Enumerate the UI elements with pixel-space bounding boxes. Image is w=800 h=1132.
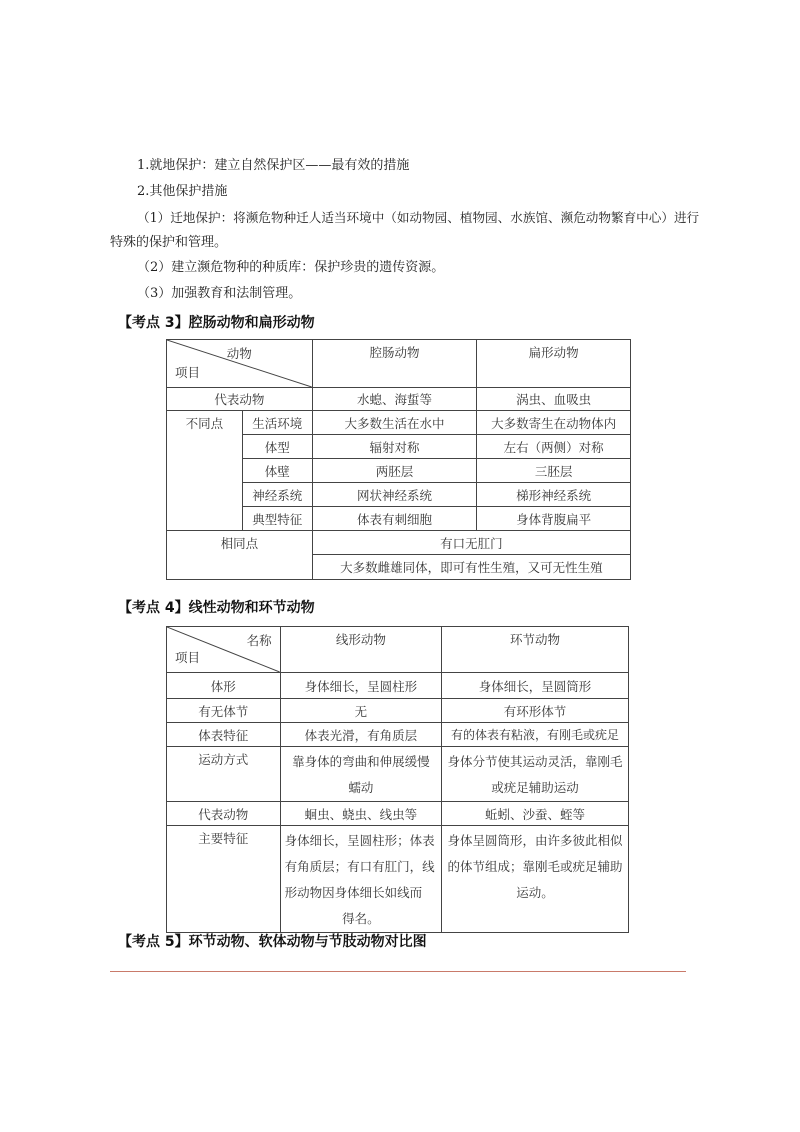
row-label: 体型 bbox=[242, 435, 312, 459]
diagonal-bottom-label: 项目 bbox=[175, 365, 201, 380]
table-row bbox=[167, 673, 629, 699]
table-cell: 体表有刺细胞 bbox=[312, 507, 477, 531]
row-label: 相同点 bbox=[167, 531, 313, 580]
paragraph-germplasm: （2）建立濒危物种的种质库：保护珍贵的遗传资源。 bbox=[137, 260, 445, 275]
table-cell bbox=[442, 826, 629, 933]
row-label: 体表特征 bbox=[167, 723, 281, 747]
paragraph-in-situ: 1.就地保护：建立自然保护区——最有效的措施 bbox=[137, 158, 410, 173]
row-group-label: 不同点 bbox=[167, 411, 243, 531]
table-coelenterate-flatworm bbox=[166, 339, 631, 580]
row-label: 运动方式 bbox=[167, 747, 281, 802]
table-cell: 大多数寄生在动物体内 bbox=[477, 411, 631, 435]
table-cell: 三胚层 bbox=[477, 459, 631, 483]
table-cell: 有的体表有粘液，有刚毛或疣足 bbox=[442, 723, 629, 747]
table-cell: 有环形体节 bbox=[442, 699, 629, 723]
heading-kaodian-3: 【考点 3】腔肠动物和扁形动物 bbox=[118, 315, 315, 331]
table-cell: 无 bbox=[280, 699, 441, 723]
table-cell: 身体背腹扁平 bbox=[477, 507, 631, 531]
cell-line: 得名。 bbox=[342, 911, 380, 926]
row-label: 有无体节 bbox=[167, 699, 281, 723]
column-header: 扁形动物 bbox=[477, 340, 631, 388]
row-label: 代表动物 bbox=[167, 802, 281, 826]
cell-line: 身体分节使其运动灵活，靠刚毛 bbox=[447, 754, 623, 769]
row-label: 代表动物 bbox=[167, 388, 313, 411]
cell-line: 或疣足辅助运动 bbox=[491, 780, 579, 795]
table-cell: 涡虫、血吸虫 bbox=[477, 388, 631, 411]
table-cell bbox=[442, 747, 629, 802]
diagonal-top-label: 动物 bbox=[226, 346, 252, 361]
paragraph-other-measures: 2.其他保护措施 bbox=[137, 184, 228, 199]
footer-divider bbox=[110, 971, 686, 972]
table-cell: 左右（两侧）对称 bbox=[477, 435, 631, 459]
table-cell: 网状神经系统 bbox=[312, 483, 477, 507]
diagonal-bottom-label: 项目 bbox=[175, 650, 201, 665]
paragraph-ex-situ: （1）迁地保护：将濒危物种迁人适当环境中（如动物园、植物园、水族馆、濒危动物繁育中心）进行 bbox=[137, 210, 700, 225]
table-row bbox=[167, 747, 629, 802]
cell-line: 蠕动 bbox=[348, 780, 374, 795]
cell-line: 形动物因身体细长如线而 bbox=[284, 885, 423, 900]
cell-line: 身体细长，呈圆柱形；体表 bbox=[284, 833, 435, 848]
table-cell: 两胚层 bbox=[312, 459, 477, 483]
cell-line: 靠身体的弯曲和伸展缓慢 bbox=[292, 754, 430, 769]
column-header: 腔肠动物 bbox=[312, 340, 477, 388]
table-row bbox=[167, 723, 629, 747]
diagonal-header-cell bbox=[167, 627, 281, 673]
table-row bbox=[167, 802, 629, 826]
table-row bbox=[167, 411, 631, 435]
cell-line: 有角质层；有口有肛门，线 bbox=[284, 859, 435, 874]
table-cell: 身体细长，呈圆柱形 bbox=[280, 673, 441, 699]
row-label: 神经系统 bbox=[242, 483, 312, 507]
paragraph-ex-situ-cont: 特殊的保护和管理。 bbox=[110, 235, 228, 250]
heading-kaodian-4: 【考点 4】线性动物和环节动物 bbox=[118, 600, 315, 616]
table-cell: 大多数生活在水中 bbox=[312, 411, 477, 435]
row-label: 典型特征 bbox=[242, 507, 312, 531]
table-cell bbox=[280, 826, 441, 933]
table-row bbox=[167, 699, 629, 723]
cell-line: 运动。 bbox=[516, 885, 554, 900]
table-cell: 蚯蚓、沙蚕、蛭等 bbox=[442, 802, 629, 826]
cell-line: 身体呈圆筒形，由许多彼此相似 bbox=[447, 833, 623, 848]
table-cell: 梯形神经系统 bbox=[477, 483, 631, 507]
diagonal-header-cell bbox=[167, 340, 313, 388]
column-header: 环节动物 bbox=[442, 627, 629, 673]
column-header: 线形动物 bbox=[280, 627, 441, 673]
table-row bbox=[167, 627, 629, 673]
table-roundworm-annelid bbox=[166, 626, 629, 933]
paragraph-education: （3）加强教育和法制管理。 bbox=[137, 286, 302, 301]
table-cell: 身体细长，呈圆筒形 bbox=[442, 673, 629, 699]
table-cell: 体表光滑，有角质层 bbox=[280, 723, 441, 747]
row-label: 体壁 bbox=[242, 459, 312, 483]
table-row bbox=[167, 531, 631, 555]
row-label: 生活环境 bbox=[242, 411, 312, 435]
table-cell: 辐射对称 bbox=[312, 435, 477, 459]
row-label: 体形 bbox=[167, 673, 281, 699]
table-cell: 大多数雌雄同体，即可有性生殖，又可无性生殖 bbox=[312, 555, 630, 580]
table-row bbox=[167, 340, 631, 388]
table-cell bbox=[280, 747, 441, 802]
table-row bbox=[167, 388, 631, 411]
cell-line: 的体节组成；靠刚毛或疣足辅助 bbox=[447, 859, 623, 874]
table-cell: 有口无肛门 bbox=[312, 531, 630, 555]
diagonal-top-label: 名称 bbox=[246, 633, 272, 648]
heading-kaodian-5: 【考点 5】环节动物、软体动物与节肢动物对比图 bbox=[118, 934, 427, 950]
table-row bbox=[167, 826, 629, 933]
row-label: 主要特征 bbox=[167, 826, 281, 933]
table-cell: 蛔虫、蛲虫、线虫等 bbox=[280, 802, 441, 826]
table-cell: 水螅、海蜇等 bbox=[312, 388, 477, 411]
